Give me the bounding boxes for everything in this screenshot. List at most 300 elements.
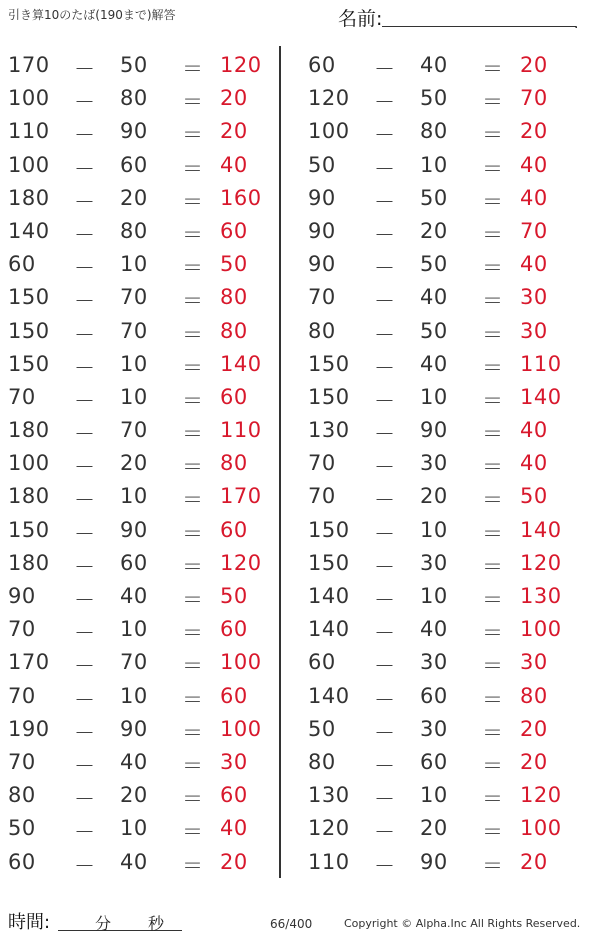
equals-sign: ＝ xyxy=(182,753,204,778)
problem-row xyxy=(300,547,580,580)
answer: 40 xyxy=(520,152,548,177)
minuend: 150 xyxy=(308,517,350,542)
equals-sign: ＝ xyxy=(182,621,204,646)
equals-sign: ＝ xyxy=(482,388,504,413)
minus-sign: － xyxy=(374,820,396,845)
equals-sign: ＝ xyxy=(482,720,504,745)
equals-sign: ＝ xyxy=(182,820,204,845)
equals-sign: ＝ xyxy=(482,156,504,181)
subtrahend: 60 xyxy=(420,749,448,774)
subtrahend: 40 xyxy=(420,53,448,77)
subtrahend: 10 xyxy=(420,152,448,177)
name-field-line xyxy=(382,26,576,27)
problem-row xyxy=(300,381,580,414)
answer: 60 xyxy=(220,384,248,409)
minuend: 130 xyxy=(308,418,350,443)
subtrahend: 10 xyxy=(420,584,448,608)
subtrahend: 90 xyxy=(420,418,448,443)
subtrahend: 10 xyxy=(420,517,448,542)
subtrahend: 50 xyxy=(420,86,448,111)
problem-row xyxy=(0,115,280,148)
minus-sign: － xyxy=(374,289,396,314)
answer: 30 xyxy=(520,318,548,343)
problem-row xyxy=(0,713,280,746)
equals-sign: ＝ xyxy=(182,720,204,745)
minus-sign: － xyxy=(374,322,396,347)
equals-sign: ＝ xyxy=(182,388,204,413)
minutes-label: 分 xyxy=(95,914,112,933)
subtrahend: 40 xyxy=(120,749,148,774)
equals-sign: ＝ xyxy=(482,422,504,447)
minus-sign: － xyxy=(374,90,396,115)
minus-sign: － xyxy=(374,222,396,247)
worksheet-title: 引き算10のたば(190まで)解答 xyxy=(8,8,176,22)
problem-row xyxy=(0,348,280,381)
answer: 140 xyxy=(520,384,562,409)
problem-row xyxy=(0,779,280,812)
right-problem-column xyxy=(300,49,580,879)
answer: 120 xyxy=(520,783,562,808)
subtrahend: 40 xyxy=(420,285,448,310)
subtrahend: 80 xyxy=(420,119,448,144)
answer: 20 xyxy=(520,849,548,874)
answer: 60 xyxy=(220,218,248,243)
subtrahend: 40 xyxy=(120,584,148,608)
subtrahend: 10 xyxy=(120,252,148,277)
equals-sign: ＝ xyxy=(182,588,204,612)
equals-sign: ＝ xyxy=(182,455,204,480)
problem-row xyxy=(0,82,280,115)
minuend: 50 xyxy=(308,152,336,177)
subtrahend: 70 xyxy=(120,418,148,443)
problem-row xyxy=(0,248,280,281)
minus-sign: － xyxy=(74,156,96,181)
minus-sign: － xyxy=(374,355,396,380)
minuend: 60 xyxy=(308,53,336,77)
minus-sign: － xyxy=(74,687,96,712)
problem-row xyxy=(0,447,280,480)
minus-sign: － xyxy=(74,90,96,115)
minuend: 180 xyxy=(8,484,50,509)
minuend: 80 xyxy=(308,318,336,343)
minuend: 90 xyxy=(308,218,336,243)
equals-sign: ＝ xyxy=(482,853,504,878)
problem-row xyxy=(0,149,280,182)
minuend: 70 xyxy=(308,285,336,310)
answer: 60 xyxy=(220,783,248,808)
answer: 160 xyxy=(220,185,262,210)
equals-sign: ＝ xyxy=(182,787,204,812)
subtrahend: 20 xyxy=(420,816,448,841)
equals-sign: ＝ xyxy=(182,422,204,447)
name-label: 名前: xyxy=(338,8,383,30)
page-number: 66/400 xyxy=(270,917,313,931)
answer: 80 xyxy=(520,683,548,708)
minus-sign: － xyxy=(74,787,96,812)
minus-sign: － xyxy=(74,256,96,281)
minus-sign: － xyxy=(74,820,96,845)
minuend: 150 xyxy=(308,384,350,409)
answer: 60 xyxy=(220,617,248,642)
problem-row xyxy=(300,613,580,646)
answer: 40 xyxy=(220,152,248,177)
answer: 100 xyxy=(520,816,562,841)
problem-row xyxy=(0,613,280,646)
subtrahend: 30 xyxy=(420,716,448,741)
problem-row xyxy=(0,646,280,679)
equals-sign: ＝ xyxy=(182,654,204,679)
problem-row xyxy=(0,746,280,779)
answer: 40 xyxy=(520,451,548,476)
subtrahend: 60 xyxy=(120,550,148,575)
subtrahend: 60 xyxy=(120,152,148,177)
answer: 20 xyxy=(520,119,548,144)
minuend: 110 xyxy=(308,849,350,874)
answer: 20 xyxy=(520,749,548,774)
answer: 20 xyxy=(520,716,548,741)
equals-sign: ＝ xyxy=(482,488,504,513)
minuend: 60 xyxy=(8,252,36,277)
problem-row xyxy=(300,846,580,879)
equals-sign: ＝ xyxy=(482,57,504,81)
minus-sign: － xyxy=(74,753,96,778)
subtrahend: 10 xyxy=(120,351,148,376)
problem-row xyxy=(300,281,580,314)
subtrahend: 70 xyxy=(120,285,148,310)
minuend: 100 xyxy=(8,152,50,177)
minus-sign: － xyxy=(374,388,396,413)
equals-sign: ＝ xyxy=(482,355,504,380)
answer: 20 xyxy=(220,86,248,111)
problem-row xyxy=(0,846,280,879)
answer: 20 xyxy=(220,119,248,144)
minuend: 110 xyxy=(8,119,50,144)
problem-row xyxy=(300,182,580,215)
answer: 80 xyxy=(220,285,248,310)
equals-sign: ＝ xyxy=(182,156,204,181)
answer: 100 xyxy=(220,650,262,675)
answer: 170 xyxy=(220,484,262,509)
minuend: 150 xyxy=(8,318,50,343)
minuend: 190 xyxy=(8,716,50,741)
equals-sign: ＝ xyxy=(482,654,504,679)
problem-row xyxy=(0,381,280,414)
problem-row xyxy=(300,746,580,779)
minus-sign: － xyxy=(74,554,96,579)
answer: 50 xyxy=(220,252,248,277)
subtrahend: 70 xyxy=(120,650,148,675)
problem-row xyxy=(300,149,580,182)
minuend: 140 xyxy=(308,584,350,608)
subtrahend: 40 xyxy=(420,617,448,642)
minuend: 60 xyxy=(8,849,36,874)
subtrahend: 10 xyxy=(420,783,448,808)
time-label: 時間: xyxy=(8,912,51,933)
equals-sign: ＝ xyxy=(482,521,504,546)
minus-sign: － xyxy=(374,621,396,646)
answer: 40 xyxy=(520,418,548,443)
answer: 30 xyxy=(520,650,548,675)
minus-sign: － xyxy=(74,853,96,878)
minuend: 70 xyxy=(308,451,336,476)
answer: 40 xyxy=(220,816,248,841)
answer: 30 xyxy=(220,749,248,774)
problem-row xyxy=(0,480,280,513)
equals-sign: ＝ xyxy=(482,90,504,115)
minus-sign: － xyxy=(374,422,396,447)
problem-row xyxy=(0,547,280,580)
equals-sign: ＝ xyxy=(182,488,204,513)
equals-sign: ＝ xyxy=(482,289,504,314)
minus-sign: － xyxy=(374,156,396,181)
answer: 120 xyxy=(220,550,262,575)
answer: 60 xyxy=(220,517,248,542)
equals-sign: ＝ xyxy=(182,853,204,878)
minus-sign: － xyxy=(74,455,96,480)
answer: 30 xyxy=(520,285,548,310)
equals-sign: ＝ xyxy=(182,521,204,546)
minus-sign: － xyxy=(374,189,396,214)
minus-sign: － xyxy=(374,753,396,778)
minuend: 70 xyxy=(308,484,336,509)
equals-sign: ＝ xyxy=(182,554,204,579)
problem-row xyxy=(0,580,280,613)
problem-row xyxy=(0,514,280,547)
minus-sign: － xyxy=(374,687,396,712)
minus-sign: － xyxy=(74,57,96,81)
minuend: 100 xyxy=(8,86,50,111)
minuend: 100 xyxy=(8,451,50,476)
subtrahend: 10 xyxy=(120,816,148,841)
subtrahend: 50 xyxy=(420,318,448,343)
copyright-notice: Copyright © Alpha.Inc All Rights Reserved. xyxy=(344,917,581,930)
answer: 130 xyxy=(520,584,562,608)
subtrahend: 10 xyxy=(120,617,148,642)
minus-sign: － xyxy=(74,322,96,347)
subtrahend: 30 xyxy=(420,550,448,575)
minuend: 180 xyxy=(8,418,50,443)
problem-row xyxy=(0,315,280,348)
equals-sign: ＝ xyxy=(482,123,504,148)
minuend: 140 xyxy=(8,218,50,243)
answer: 20 xyxy=(220,849,248,874)
subtrahend: 50 xyxy=(420,185,448,210)
problem-row xyxy=(300,713,580,746)
minuend: 170 xyxy=(8,53,50,77)
answer: 70 xyxy=(520,218,548,243)
equals-sign: ＝ xyxy=(182,222,204,247)
problem-row xyxy=(300,447,580,480)
minuend: 70 xyxy=(8,384,36,409)
minus-sign: － xyxy=(74,521,96,546)
answer: 50 xyxy=(520,484,548,509)
problem-row xyxy=(0,182,280,215)
minus-sign: － xyxy=(74,289,96,314)
minuend: 180 xyxy=(8,185,50,210)
minus-sign: － xyxy=(74,488,96,513)
answer: 80 xyxy=(220,451,248,476)
minus-sign: － xyxy=(74,422,96,447)
minuend: 90 xyxy=(308,185,336,210)
minuend: 150 xyxy=(308,550,350,575)
minus-sign: － xyxy=(374,123,396,148)
minuend: 90 xyxy=(8,584,36,608)
problem-row xyxy=(300,82,580,115)
problem-row xyxy=(300,115,580,148)
minuend: 150 xyxy=(8,517,50,542)
minuend: 60 xyxy=(308,650,336,675)
equals-sign: ＝ xyxy=(482,554,504,579)
subtrahend: 10 xyxy=(420,384,448,409)
subtrahend: 90 xyxy=(120,517,148,542)
answer: 120 xyxy=(220,53,262,77)
minuend: 70 xyxy=(8,683,36,708)
equals-sign: ＝ xyxy=(482,820,504,845)
minus-sign: － xyxy=(74,654,96,679)
minus-sign: － xyxy=(74,355,96,380)
equals-sign: ＝ xyxy=(182,322,204,347)
problem-row xyxy=(0,281,280,314)
left-problem-column xyxy=(0,49,280,879)
equals-sign: ＝ xyxy=(482,455,504,480)
minus-sign: － xyxy=(74,189,96,214)
answer: 140 xyxy=(520,517,562,542)
problem-row xyxy=(300,215,580,248)
subtrahend: 50 xyxy=(420,252,448,277)
minuend: 90 xyxy=(308,252,336,277)
minuend: 120 xyxy=(308,816,350,841)
equals-sign: ＝ xyxy=(482,222,504,247)
problem-row xyxy=(0,680,280,713)
answer: 140 xyxy=(220,351,262,376)
equals-sign: ＝ xyxy=(182,687,204,712)
minus-sign: － xyxy=(374,588,396,612)
problem-row xyxy=(300,514,580,547)
subtrahend: 20 xyxy=(420,218,448,243)
subtrahend: 10 xyxy=(120,484,148,509)
minus-sign: － xyxy=(74,621,96,646)
equals-sign: ＝ xyxy=(182,355,204,380)
subtrahend: 20 xyxy=(420,484,448,509)
minus-sign: － xyxy=(374,455,396,480)
subtrahend: 20 xyxy=(120,185,148,210)
minuend: 140 xyxy=(308,617,350,642)
minus-sign: － xyxy=(374,521,396,546)
answer: 110 xyxy=(220,418,262,443)
answer: 50 xyxy=(220,584,248,608)
minus-sign: － xyxy=(374,57,396,81)
minuend: 80 xyxy=(8,783,36,808)
problem-row xyxy=(0,49,280,82)
subtrahend: 20 xyxy=(120,451,148,476)
problem-row xyxy=(300,779,580,812)
answer: 70 xyxy=(520,86,548,111)
minuend: 150 xyxy=(8,285,50,310)
answer: 40 xyxy=(520,185,548,210)
minus-sign: － xyxy=(74,222,96,247)
minus-sign: － xyxy=(74,588,96,612)
equals-sign: ＝ xyxy=(182,90,204,115)
equals-sign: ＝ xyxy=(482,787,504,812)
equals-sign: ＝ xyxy=(182,256,204,281)
problem-row xyxy=(300,680,580,713)
answer: 20 xyxy=(520,53,548,77)
subtrahend: 50 xyxy=(120,53,148,77)
minus-sign: － xyxy=(74,123,96,148)
minuend: 150 xyxy=(8,351,50,376)
minuend: 100 xyxy=(308,119,350,144)
problem-row xyxy=(300,49,580,82)
minuend: 80 xyxy=(308,749,336,774)
answer: 60 xyxy=(220,683,248,708)
answer: 40 xyxy=(520,252,548,277)
minuend: 130 xyxy=(308,783,350,808)
subtrahend: 20 xyxy=(120,783,148,808)
minuend: 50 xyxy=(308,716,336,741)
minuend: 140 xyxy=(308,683,350,708)
minus-sign: － xyxy=(74,720,96,745)
minus-sign: － xyxy=(374,554,396,579)
subtrahend: 40 xyxy=(120,849,148,874)
problem-row xyxy=(300,348,580,381)
minus-sign: － xyxy=(374,256,396,281)
equals-sign: ＝ xyxy=(182,123,204,148)
minuend: 170 xyxy=(8,650,50,675)
equals-sign: ＝ xyxy=(482,588,504,612)
equals-sign: ＝ xyxy=(482,621,504,646)
answer: 110 xyxy=(520,351,562,376)
subtrahend: 40 xyxy=(420,351,448,376)
problem-row xyxy=(300,812,580,845)
minus-sign: － xyxy=(374,488,396,513)
subtrahend: 10 xyxy=(120,683,148,708)
subtrahend: 60 xyxy=(420,683,448,708)
subtrahend: 30 xyxy=(420,451,448,476)
subtrahend: 90 xyxy=(120,119,148,144)
answer: 120 xyxy=(520,550,562,575)
equals-sign: ＝ xyxy=(182,189,204,214)
subtrahend: 90 xyxy=(420,849,448,874)
equals-sign: ＝ xyxy=(182,289,204,314)
minuend: 70 xyxy=(8,749,36,774)
seconds-label: 秒 xyxy=(148,914,165,933)
problem-row xyxy=(300,414,580,447)
problem-row xyxy=(300,248,580,281)
problem-row xyxy=(0,812,280,845)
subtrahend: 30 xyxy=(420,650,448,675)
equals-sign: ＝ xyxy=(482,753,504,778)
minus-sign: － xyxy=(374,853,396,878)
answer: 100 xyxy=(220,716,262,741)
minus-sign: － xyxy=(374,654,396,679)
minus-sign: － xyxy=(374,720,396,745)
minuend: 180 xyxy=(8,550,50,575)
minuend: 150 xyxy=(308,351,350,376)
problem-row xyxy=(300,315,580,348)
minuend: 50 xyxy=(8,816,36,841)
equals-sign: ＝ xyxy=(482,256,504,281)
problem-row xyxy=(300,480,580,513)
minuend: 120 xyxy=(308,86,350,111)
minus-sign: － xyxy=(74,388,96,413)
problem-row xyxy=(0,215,280,248)
name-dot: . xyxy=(574,16,579,32)
equals-sign: ＝ xyxy=(482,322,504,347)
problem-row xyxy=(300,646,580,679)
equals-sign: ＝ xyxy=(482,189,504,214)
subtrahend: 80 xyxy=(120,86,148,111)
equals-sign: ＝ xyxy=(182,57,204,81)
